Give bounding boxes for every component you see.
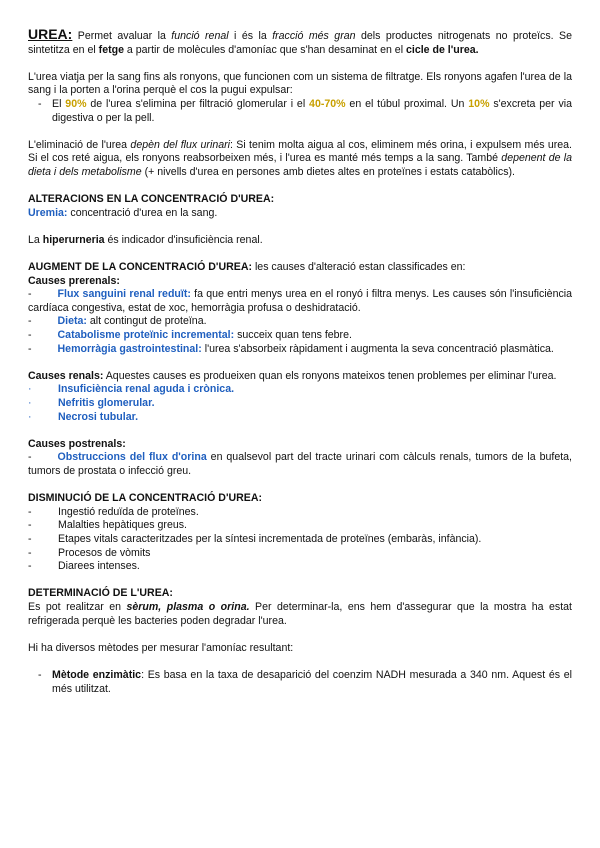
document-page (28, 28, 572, 696)
intro-paragraph: UREA: Permet avaluar la funció renal i és la fracció més gran dels productes nitrogenats no proteïcs. Se sintetitza en el fetge a partir de molècules d'amoníac que s'han desaminat en el cicle de l'urea. (28, 26, 572, 56)
uremia-definition: Uremia: concentració d'urea en la sang. (28, 206, 218, 219)
list-item: - Mètode enzimàtic: Es basa en la taxa de desaparició del coenzim NADH mesurada a 340 nm. Aquest és el més utilitzat. (38, 668, 572, 695)
list-item: · Nefritis glomerular. (28, 397, 155, 410)
transport-paragraph: L'urea viatja per la sang fins als ronyons, que funcionen com un sistema de filtratge. Els ronyons agafen l'urea de la sang i la porten a l'orina perquè el cos la pugui expulsar: (28, 70, 572, 97)
percent-40-70: 40-70% (309, 97, 346, 110)
list-item: - Procesos de vòmits (28, 546, 151, 559)
list-item: - Diarees intenses. (28, 560, 140, 573)
prerenal-title: Causes prerenals: (28, 274, 120, 287)
section-heading-determination: DETERMINACIÓ DE L'UREA: (28, 587, 173, 600)
methods-intro: Hi ha diversos mètodes per mesurar l'amoníac resultant: (28, 641, 294, 654)
renal-causes-intro: Causes renals: Aquestes causes es produeixen quan els ronyons mateixos tenen problemes per eliminar l'urea. (28, 369, 557, 382)
list-item: - Flux sanguini renal reduït: fa que entri menys urea en el ronyó i filtra menys. Les causes són l'insuficiència cardíaca congestiva, estat de xoc, hemorràgia profusa o deshidratació. (28, 288, 572, 314)
section-heading-alterations: ALTERACIONS EN LA CONCENTRACIÓ D'UREA: (28, 193, 275, 206)
list-item: - El 90% de l'urea s'elimina per filtració glomerular i el 40-70% en el túbul proximal. Un 10% s'excreta per via digestiva o per la pell. (28, 98, 572, 125)
percent-10: 10% (468, 97, 490, 110)
list-item: - Dieta: alt contingut de proteïna. (28, 315, 207, 328)
list-item: - Etapes vitals caracteritzades per la síntesi incrementada de proteïnes (embaràs, infància). (28, 532, 482, 545)
elimination-paragraph: L'eliminació de l'urea depèn del flux urinari: Si tenim molta aigua al cos, eliminem més orina, i expulsem més urea. Si el cos reté aigua, els ronyons reabsorbeixen més, i l'urea es manté més temps a la sang. També depenent de la dieta i dels metabolisme (+ nivells d'urea en persones amb dietes altes en proteïnes i estats catabòlics). (28, 138, 572, 178)
determination-paragraph: Es pot realitzar en sèrum, plasma o orina. Per determinar-la, ens hem d'assegurar que la mostra ha estat refrigerada perquè les bacteries poden degradar l'urea. (28, 600, 572, 627)
section-heading-decrease: DISMINUCIÓ DE LA CONCENTRACIÓ D'UREA: (28, 492, 263, 505)
list-item: · Insuficiència renal aguda i crònica. (28, 383, 235, 396)
list-item: - Ingestió reduïda de proteïnes. (28, 505, 199, 518)
hyperuremia-note: La hiperurneria és indicador d'insuficiència renal. (28, 233, 263, 246)
renal-title: Causes renals: (28, 369, 104, 382)
section-heading-augment: AUGMENT DE LA CONCENTRACIÓ D'UREA: (28, 261, 252, 274)
postrenal-title: Causes postrenals: (28, 437, 126, 450)
list-item: - Obstruccions del flux d'orina en qualsevol part del tracte urinari com càlculs renals, tumors de la bufeta, tumors de prostata o infecció greu. (28, 451, 572, 477)
augment-heading-line: AUGMENT DE LA CONCENTRACIÓ D'UREA: les causes d'alteració estan classificades en: (28, 261, 466, 274)
list-item: · Necrosi tubular. (28, 410, 139, 423)
percent-90: 90% (65, 97, 87, 110)
doc-title: UREA: (28, 26, 73, 42)
bullet-dash: - (38, 97, 42, 110)
list-item: - Catabolisme proteïnic incremental: succeix quan tens febre. (28, 329, 352, 342)
list-item: - Hemorràgia gastrointestinal: l'urea s'absorbeix ràpidament i augmenta la seva concentració plasmàtica. (28, 342, 554, 355)
list-item: - Malalties hepàtiques greus. (28, 519, 187, 532)
